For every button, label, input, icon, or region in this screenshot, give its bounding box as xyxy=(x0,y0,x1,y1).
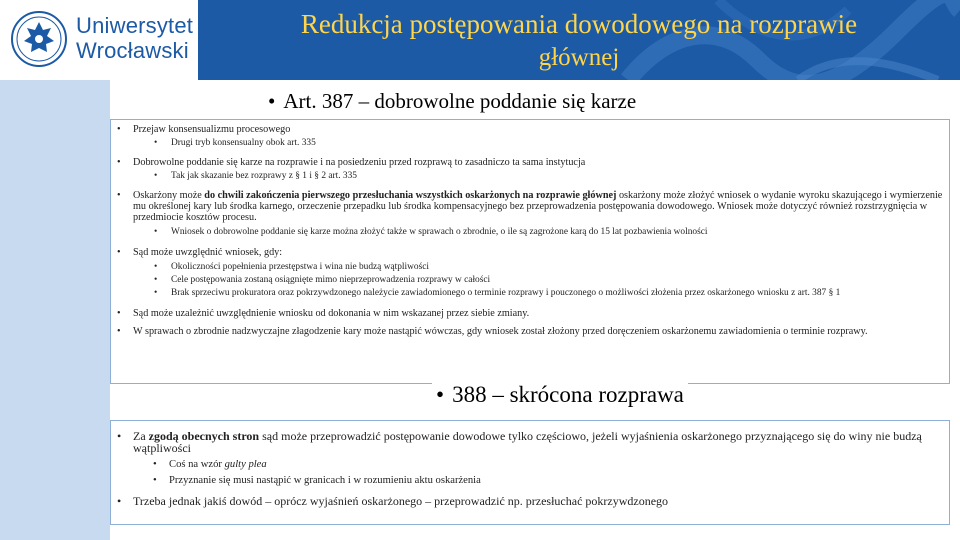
sub-list-item: • Brak sprzeciwu prokuratora oraz pokrzywdzonego należycie zawiadomionego o terminie rozprawy i pouczonego o możliwości złożenia przez oskarżonego wniosku z art. 387 § 1 xyxy=(154,288,841,298)
logo-line-2: Wrocławski xyxy=(76,38,189,63)
section-2-list xyxy=(111,430,949,507)
list-item: • Oskarżony może do chwili zakończenia pierwszego przesłuchania wszystkich oskarżonych na rozprawie głównej oskarżony może złożyć wniosek o wydanie wyroku skazującego i wymierzenie mu określonej kary lub środka karnego, orzeczenie przepadku lub środka kompensacyjnego bez przeprowadzenia postępowania dowodowego. Wniosek może dotyczyć również rozstrzygnięcia w przedmiocie kosztów procesu. xyxy=(117,190,943,223)
logo-line-1: Uniwersytet xyxy=(76,13,194,38)
list-item-text: Za xyxy=(133,429,149,443)
sub-list-item: • Drugi tryb konsensualny obok art. 335 xyxy=(154,138,316,148)
list-item: • Przejaw konsensualizmu procesowego xyxy=(117,124,291,135)
sub-list-item: • Przyznanie się musi nastąpić w granicach i w rozumieniu aktu oskarżenia xyxy=(153,475,481,486)
title-line-1: Redukcja postępowania dowodowego na rozprawie xyxy=(300,9,858,39)
sub-list-item-text: Przyznanie się musi nastąpić w granicach i w rozumieniu aktu oskarżenia xyxy=(169,475,481,486)
sub-list-item-text: Brak sprzeciwu prokuratora oraz pokrzywdzonego należycie zawiadomionego o terminie rozprawy i pouczonego o możliwości złożenia przez oskarżonego wniosku z art. 387 § 1 xyxy=(171,288,841,298)
section-2-box xyxy=(110,420,950,525)
sub-list-item: • Okoliczności popełnienia przestępstwa i wina nie budzą wątpliwości xyxy=(154,262,429,272)
list-item: • Za zgodą obecnych stron sąd może przeprowadzić postępowanie dowodowe tylko częściowo, jeżeli wyjaśnienia oskarżonego przyznającego się do winy nie budzą wątpliwości xyxy=(117,429,922,455)
sub-list-item-text: Drugi tryb konsensualny obok art. 335 xyxy=(171,138,316,148)
section-1-heading: • Art. 387 – dobrowolne poddanie się karze xyxy=(268,89,637,113)
list-item-emphasis: do chwili zakończenia pierwszego przesłuchania wszystkich oskarżonych na rozprawie głównej xyxy=(204,190,617,201)
sub-list-item-emphasis: gulty plea xyxy=(224,459,267,470)
sub-list-item: • Cele postępowania zostaną osiągnięte mimo nieprzeprowadzenia rozprawy w całości xyxy=(154,275,491,285)
list-item-text-continued: sąd może przeprowadzić postępowanie dowodowe tylko częściowo, jeżeli wyjaśnienia oskarżonego przyznającego się do winy nie budzą wątpliwości xyxy=(133,429,922,455)
sub-list-item-text: Okoliczności popełnienia przestępstwa i wina nie budzą wątpliwości xyxy=(171,262,429,272)
section-1-list xyxy=(111,124,949,337)
university-logo xyxy=(0,0,198,80)
sub-list-item: • Wniosek o dobrowolne poddanie się karze można złożyć także w sprawach o zbrodnie, o ile są zagrożone karą do 15 lat pozbawienia wolności xyxy=(154,227,708,237)
section-1-box xyxy=(110,119,950,384)
list-item: • Trzeba jednak jakiś dowód – oprócz wyjaśnień oskarżonego – przeprowadzić np. przesłuchać pokrzywdzonego xyxy=(117,494,669,508)
title-line-2: głównej xyxy=(538,44,620,71)
list-item-text: Trzeba jednak jakiś dowód – oprócz wyjaśnień oskarżonego – przeprowadzić np. przesłuchać pokrzywdzonego xyxy=(133,494,669,508)
sub-list-item-text: Cele postępowania zostaną osiągnięte mimo nieprzeprowadzenia rozprawy w całości xyxy=(171,275,491,285)
list-item-text: Oskarżony może xyxy=(133,190,205,201)
sub-list-item-text: Wniosek o dobrowolne poddanie się karze można złożyć także w sprawach o zbrodnie, o ile są zagrożone karą do 15 lat pozbawienia wolności xyxy=(171,227,708,237)
list-item: • Sąd może uzależnić uwzględnienie wniosku od dokonania w nim wskazanej przez siebie zmiany. xyxy=(117,308,530,319)
list-item-text: Przejaw konsensualizmu procesowego xyxy=(133,124,291,135)
sub-list-item: • Coś na wzór gulty plea xyxy=(153,459,267,470)
page-title xyxy=(198,8,960,74)
sub-list-item-text: Tak jak skazanie bez rozprawy z § 1 i § 2 art. 335 xyxy=(171,171,357,181)
header xyxy=(0,0,960,80)
section-2-heading: • 388 – skrócona rozprawa xyxy=(432,383,688,407)
list-item-text: Sąd może uwzględnić wniosek, gdy: xyxy=(133,247,283,258)
logo-text xyxy=(76,13,193,63)
list-item-text-continued: oskarżony może złożyć wniosek o wydanie wyroku skazującego i wymierzenie mu określonej kary lub środka karnego, orzeczenie przepadku lub środka kompensacyjnego bez przeprowadzenia postępowania dowodowego. Wniosek może dotyczyć również rozstrzygnięcia w przedmiocie kosztów procesu. xyxy=(133,190,943,223)
sub-list-item: • Tak jak skazanie bez rozprawy z § 1 i § 2 art. 335 xyxy=(154,171,357,181)
list-item: • Sąd może uwzględnić wniosek, gdy: xyxy=(117,247,283,258)
list-item-emphasis: zgodą obecnych stron xyxy=(148,429,260,443)
list-item-text: W sprawach o zbrodnie nadzwyczajne złagodzenie kary może nastąpić wówczas, gdy wniosek został złożony przed doręczeniem oskarżonemu zawiadomienia o terminie rozprawy. xyxy=(133,326,868,337)
section-1-heading-text: Art. 387 – dobrowolne poddanie się karze xyxy=(283,89,637,113)
university-seal-icon xyxy=(10,10,68,68)
list-item: • Dobrowolne poddanie się karze na rozprawie i na posiedzeniu przed rozprawą to zasadniczo ta sama instytucja xyxy=(117,157,586,168)
sub-list-item-text: Coś na wzór xyxy=(169,459,225,470)
list-item-text: Dobrowolne poddanie się karze na rozprawie i na posiedzeniu przed rozprawą to zasadniczo ta sama instytucja xyxy=(133,157,586,168)
side-strip xyxy=(0,80,110,540)
section-2-heading-text: 388 – skrócona rozprawa xyxy=(452,382,684,407)
list-item-text: Sąd może uzależnić uwzględnienie wniosku od dokonania w nim wskazanej przez siebie zmiany. xyxy=(133,308,530,319)
list-item: • W sprawach o zbrodnie nadzwyczajne złagodzenie kary może nastąpić wówczas, gdy wniosek został złożony przed doręczeniem oskarżonemu zawiadomienia o terminie rozprawy. xyxy=(117,326,868,337)
